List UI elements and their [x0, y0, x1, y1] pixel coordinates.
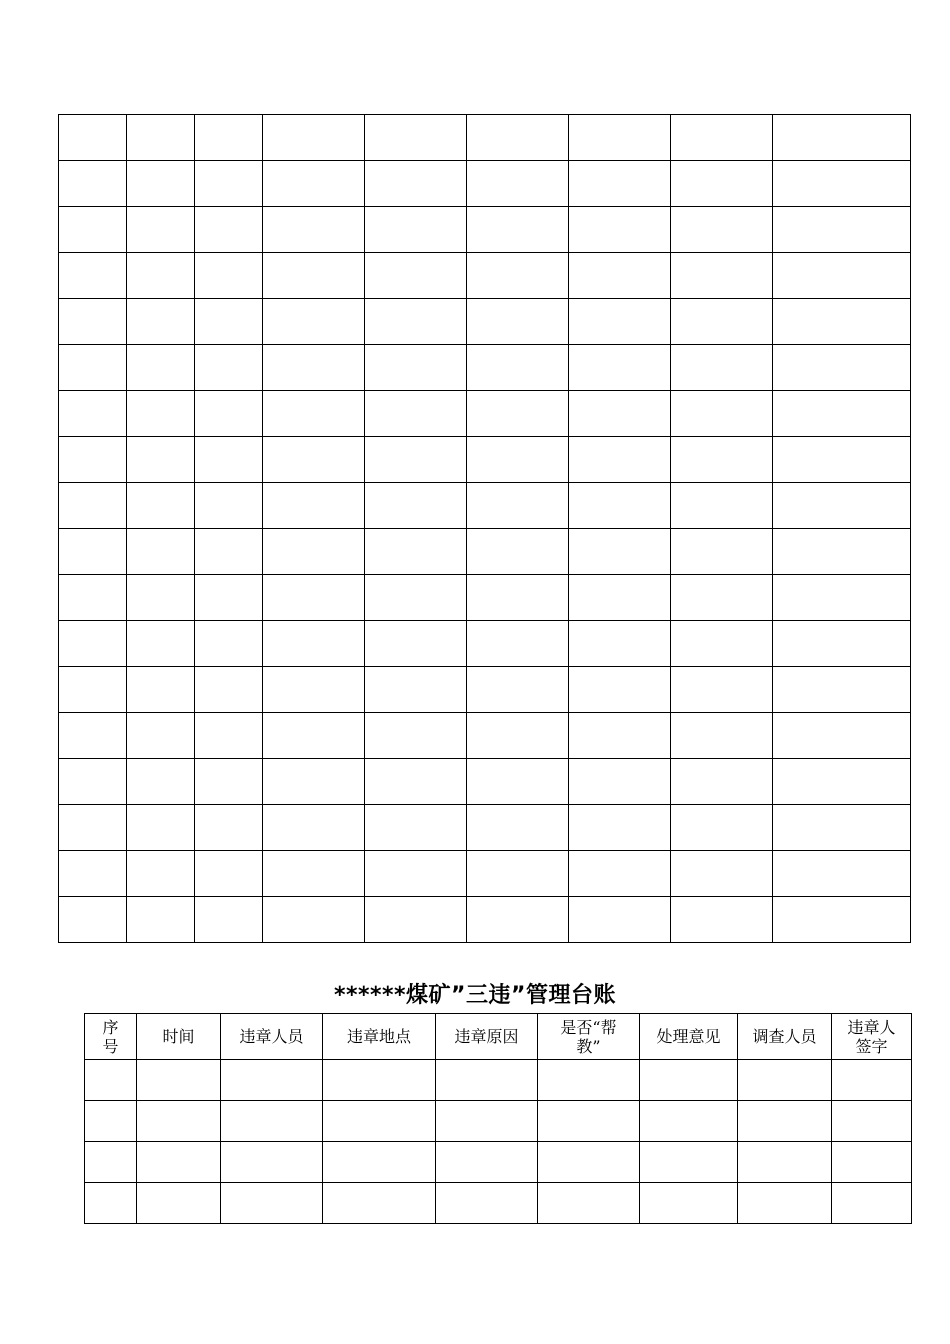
table-cell: [59, 391, 127, 437]
table-cell: [59, 805, 127, 851]
table-cell: [832, 1101, 912, 1142]
table-cell: [467, 437, 569, 483]
table-cell: [127, 161, 195, 207]
table-cell: [365, 621, 467, 667]
table-cell: [365, 897, 467, 943]
table-cell: [365, 391, 467, 437]
table-cell: [365, 299, 467, 345]
table-cell: [263, 529, 365, 575]
table-cell: [538, 1101, 640, 1142]
table-cell: [671, 253, 773, 299]
table-cell: [640, 1142, 738, 1183]
table-cell: [467, 575, 569, 621]
table-cell: [436, 1060, 538, 1101]
header-line: 违章人员: [239, 1027, 304, 1046]
table-cell: [467, 483, 569, 529]
header-violation-reason: [436, 1014, 538, 1060]
table-cell: [85, 1183, 137, 1224]
table-cell: [467, 207, 569, 253]
table-cell: [773, 299, 911, 345]
table-cell: [671, 299, 773, 345]
table-cell: [195, 253, 263, 299]
table-cell: [365, 805, 467, 851]
table-cell: [195, 161, 263, 207]
table-row: [85, 1101, 912, 1142]
table-row: [59, 621, 911, 667]
table-row: [59, 345, 911, 391]
table-cell: [195, 437, 263, 483]
table-cell: [569, 299, 671, 345]
ledger-body: [85, 1060, 912, 1224]
header-serial-number: [85, 1014, 137, 1060]
table-cell: [59, 851, 127, 897]
table-cell: [467, 391, 569, 437]
table-cell: [467, 759, 569, 805]
table-cell: [436, 1183, 538, 1224]
header-line: 违章地点: [346, 1027, 411, 1046]
table-cell: [569, 483, 671, 529]
table-cell: [365, 575, 467, 621]
table-cell: [640, 1101, 738, 1142]
table-cell: [59, 667, 127, 713]
table-cell: [365, 253, 467, 299]
table-row: [59, 897, 911, 943]
table-cell: [195, 529, 263, 575]
table-cell: [127, 713, 195, 759]
table-cell: [738, 1101, 832, 1142]
table-cell: [773, 253, 911, 299]
violation-ledger-table: [84, 1013, 912, 1224]
table-cell: [773, 805, 911, 851]
table-cell: [467, 253, 569, 299]
table-cell: [467, 115, 569, 161]
table-cell: [127, 759, 195, 805]
table-cell: [671, 207, 773, 253]
table-cell: [59, 161, 127, 207]
table-cell: [365, 115, 467, 161]
table-cell: [59, 483, 127, 529]
table-cell: [127, 483, 195, 529]
table-cell: [195, 115, 263, 161]
table-cell: [59, 529, 127, 575]
table-row: [85, 1142, 912, 1183]
table-row: [59, 161, 911, 207]
table-cell: [127, 207, 195, 253]
ledger-title: ******煤矿”三违”管理台账: [334, 983, 616, 1008]
table-cell: [773, 345, 911, 391]
table-row: [59, 115, 911, 161]
table-cell: [832, 1060, 912, 1101]
header-assisted-education: [538, 1014, 640, 1060]
table-cell: [436, 1142, 538, 1183]
table-cell: [221, 1060, 323, 1101]
table-cell: [467, 805, 569, 851]
table-cell: [365, 161, 467, 207]
header-line: 教”: [576, 1036, 601, 1056]
table-cell: [569, 667, 671, 713]
table-cell: [59, 437, 127, 483]
table-cell: [263, 437, 365, 483]
table-cell: [832, 1183, 912, 1224]
table-cell: [195, 667, 263, 713]
table-row: [59, 713, 911, 759]
table-cell: [773, 897, 911, 943]
header-line: 调查人员: [752, 1027, 817, 1046]
table-cell: [538, 1142, 640, 1183]
table-cell: [127, 621, 195, 667]
table-cell: [671, 667, 773, 713]
table-cell: [640, 1183, 738, 1224]
table-cell: [59, 759, 127, 805]
table-cell: [59, 115, 127, 161]
table-cell: [137, 1142, 221, 1183]
table-row: [59, 253, 911, 299]
table-cell: [263, 713, 365, 759]
table-row: [59, 437, 911, 483]
table-row: [59, 207, 911, 253]
table-cell: [127, 253, 195, 299]
table-row: [59, 667, 911, 713]
table-row: [59, 805, 911, 851]
table-cell: [263, 483, 365, 529]
table-cell: [538, 1183, 640, 1224]
table-cell: [263, 115, 365, 161]
table-cell: [569, 161, 671, 207]
table-cell: [538, 1060, 640, 1101]
table-cell: [365, 759, 467, 805]
table-cell: [569, 437, 671, 483]
table-cell: [263, 621, 365, 667]
table-cell: [467, 345, 569, 391]
header-handling-opinion: [640, 1014, 738, 1060]
table-cell: [569, 345, 671, 391]
table-cell: [671, 529, 773, 575]
table-cell: [467, 667, 569, 713]
table-cell: [59, 207, 127, 253]
table-cell: [671, 161, 773, 207]
table-cell: [127, 391, 195, 437]
header-line: 处理意见: [656, 1027, 721, 1046]
table-cell: [263, 345, 365, 391]
table-cell: [195, 805, 263, 851]
table-cell: [127, 115, 195, 161]
table-cell: [773, 759, 911, 805]
table-cell: [773, 161, 911, 207]
table-cell: [365, 483, 467, 529]
table-cell: [137, 1060, 221, 1101]
table-cell: [738, 1183, 832, 1224]
table-cell: [773, 207, 911, 253]
header-line: 违章原因: [454, 1027, 519, 1046]
table-cell: [127, 345, 195, 391]
table-cell: [221, 1101, 323, 1142]
table-cell: [671, 897, 773, 943]
table-cell: [467, 299, 569, 345]
table-cell: [195, 345, 263, 391]
table-cell: [127, 851, 195, 897]
table-cell: [671, 115, 773, 161]
table-cell: [671, 851, 773, 897]
table-cell: [671, 345, 773, 391]
table-cell: [569, 207, 671, 253]
table-cell: [773, 437, 911, 483]
header-line: 是否“帮: [560, 1017, 617, 1037]
table-cell: [467, 713, 569, 759]
table-cell: [263, 575, 365, 621]
table-cell: [263, 299, 365, 345]
continuation-grid-body: [59, 115, 911, 943]
table-cell: [263, 253, 365, 299]
table-cell: [671, 759, 773, 805]
header-line: 违章人: [847, 1017, 896, 1037]
table-cell: [569, 851, 671, 897]
table-row: [59, 529, 911, 575]
table-cell: [59, 897, 127, 943]
table-cell: [59, 621, 127, 667]
header-violation-location: [323, 1014, 436, 1060]
header-violator-signature: [832, 1014, 912, 1060]
header-investigator: [738, 1014, 832, 1060]
table-cell: [85, 1101, 137, 1142]
table-cell: [467, 529, 569, 575]
table-cell: [773, 115, 911, 161]
table-cell: [365, 851, 467, 897]
table-cell: [127, 897, 195, 943]
continuation-grid: [58, 114, 911, 943]
table-cell: [467, 621, 569, 667]
header-time: [137, 1014, 221, 1060]
table-cell: [85, 1060, 137, 1101]
table-cell: [365, 529, 467, 575]
table-cell: [263, 667, 365, 713]
table-cell: [59, 575, 127, 621]
table-cell: [221, 1183, 323, 1224]
table-cell: [640, 1060, 738, 1101]
table-cell: [773, 575, 911, 621]
table-cell: [671, 391, 773, 437]
table-cell: [195, 897, 263, 943]
table-row: [85, 1060, 912, 1101]
table-cell: [59, 299, 127, 345]
table-cell: [59, 253, 127, 299]
table-cell: [569, 575, 671, 621]
table-cell: [263, 391, 365, 437]
table-cell: [127, 575, 195, 621]
table-cell: [221, 1142, 323, 1183]
table-cell: [59, 345, 127, 391]
table-row: [59, 391, 911, 437]
table-cell: [263, 851, 365, 897]
table-cell: [137, 1101, 221, 1142]
table-row: [59, 299, 911, 345]
header-line: 签字: [855, 1036, 888, 1056]
table-cell: [323, 1101, 436, 1142]
table-cell: [263, 897, 365, 943]
table-cell: [671, 713, 773, 759]
table-cell: [323, 1060, 436, 1101]
table-cell: [195, 713, 263, 759]
table-cell: [773, 529, 911, 575]
table-cell: [127, 437, 195, 483]
table-cell: [195, 483, 263, 529]
table-cell: [773, 483, 911, 529]
table-cell: [671, 437, 773, 483]
table-cell: [467, 851, 569, 897]
table-cell: [127, 529, 195, 575]
table-cell: [738, 1060, 832, 1101]
table-cell: [436, 1101, 538, 1142]
table-cell: [467, 897, 569, 943]
table-cell: [569, 253, 671, 299]
table-cell: [195, 299, 263, 345]
table-cell: [85, 1142, 137, 1183]
table-cell: [773, 713, 911, 759]
table-cell: [263, 161, 365, 207]
table-cell: [773, 667, 911, 713]
table-cell: [263, 759, 365, 805]
header-line: 号: [102, 1036, 119, 1056]
table-row: [59, 759, 911, 805]
table-cell: [467, 161, 569, 207]
table-cell: [738, 1142, 832, 1183]
table-cell: [569, 897, 671, 943]
table-cell: [365, 713, 467, 759]
table-cell: [127, 667, 195, 713]
table-row: [59, 483, 911, 529]
table-cell: [195, 207, 263, 253]
table-cell: [569, 115, 671, 161]
ledger-header-row: [85, 1014, 912, 1060]
header-violator: [221, 1014, 323, 1060]
table-cell: [569, 805, 671, 851]
table-cell: [569, 713, 671, 759]
table-cell: [773, 391, 911, 437]
table-cell: [671, 621, 773, 667]
table-cell: [671, 575, 773, 621]
table-cell: [671, 483, 773, 529]
table-cell: [195, 391, 263, 437]
header-line: 时间: [162, 1027, 195, 1046]
table-cell: [263, 207, 365, 253]
table-cell: [365, 345, 467, 391]
table-cell: [195, 575, 263, 621]
table-cell: [323, 1183, 436, 1224]
table-cell: [365, 667, 467, 713]
table-cell: [127, 805, 195, 851]
table-cell: [59, 713, 127, 759]
table-cell: [832, 1142, 912, 1183]
table-cell: [365, 207, 467, 253]
table-cell: [127, 299, 195, 345]
table-cell: [569, 391, 671, 437]
table-row: [59, 851, 911, 897]
table-cell: [569, 621, 671, 667]
table-cell: [195, 621, 263, 667]
table-row: [59, 575, 911, 621]
table-cell: [323, 1142, 436, 1183]
table-cell: [195, 851, 263, 897]
table-cell: [195, 759, 263, 805]
table-cell: [137, 1183, 221, 1224]
header-line: 序: [102, 1017, 119, 1037]
table-cell: [569, 529, 671, 575]
table-row: [85, 1183, 912, 1224]
table-cell: [569, 759, 671, 805]
table-cell: [671, 805, 773, 851]
table-cell: [773, 621, 911, 667]
table-cell: [365, 437, 467, 483]
table-cell: [773, 851, 911, 897]
table-cell: [263, 805, 365, 851]
